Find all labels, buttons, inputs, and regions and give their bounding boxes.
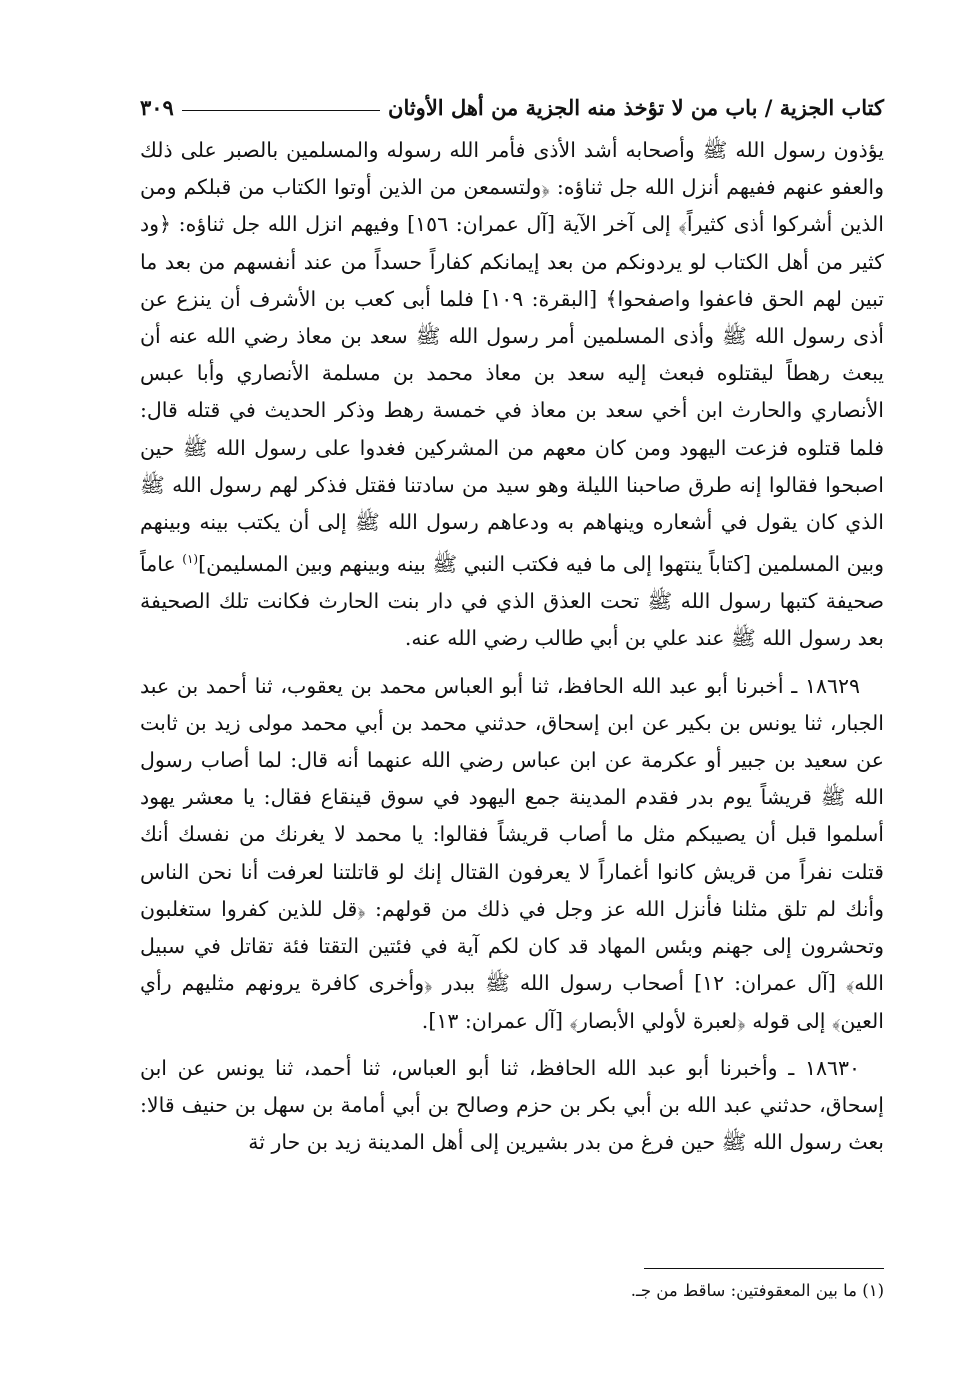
footnote: (١) ما بين المعقوفتين: ساقط من جـ. [630, 1281, 884, 1300]
footnote-ref[interactable]: (١) [182, 552, 199, 567]
page-number: ٣٠٩ [140, 95, 174, 120]
book-page [140, 80, 884, 1334]
header-rule [182, 110, 380, 111]
footnote-rule [644, 1268, 884, 1269]
hadith-18629: ١٨٦٢٩ ـ أخبرنا أبو عبد الله الحافظ، ثنا أبو العباس محمد بن يعقوب، ثنا أحمد بن عبد الجبار، ثنا يونس بن بكير عن ابن إسحاق، حدثني محمد بن أبي محمد مولى زيد بن ثابت عن سعيد بن جبير أو عكرمة عن ابن عباس رضي الله عنهما أنه قال: لما أصاب رسول الله ﷺ قريشاً يوم بدر فقدم المدينة جمع اليهود في سوق قينقاع فقال: يا معشر يهود أسلموا قبل أن يصيبكم مثل ما أصاب قريشاً فقالوا: يا محمد لا يغرنك من نفسك أنك قتلت نفراً من قريش كانوا أغماراً لا يعرفون القتال إنك لو قاتلتنا لعرفت أنا نحن الناس وأنك لم تلق مثلنا فأنزل الله عز وجل في ذلك من قولهم: ﴿قل للذين كفروا ستغلبون وتحشرون إلى جهنم وبئس المهاد قد كان لكم آية في فئتين التقتا فئة تقاتل في سبيل الله﴾ [آل عمران: ١٢] أصحاب رسول الله ﷺ ببدر ﴿وأخرى كافرة يرونهم مثليهم رأي العين﴾ إلى قوله ﴿لعبرة لأولي الأبصار﴾ [آل عمران: ١٣]. [140, 673, 885, 1033]
paragraph-1-text: يؤذون رسول الله ﷺ وأصحابه أشد الأذى فأمر الله رسوله والمسلمين بالصبر على ذلك والعفو عنهم ففيهم أنزل الله جل ثناؤه: ﴿ولتسمعن من الذين أوتوا الكتاب من قبلكم ومن الذين أشركوا أذى كثيراً﴾ إلى آخر الآية [آل عمران: ١٥٦] وفيهم انزل الله جل ثناؤه: ﴿ود كثير من أهل الكتاب لو يردونكم من بعد إيمانكم كفاراً حسداً من عند أنفسهم من بعد ما تبين لهم الحق فاعفوا واصفحوا﴾ [البقرة: ١٠٩] فلما أبى كعب بن الأشرف أن ينزع عن أذى رسول الله ﷺ وأذى المسلمين أمر رسول الله ﷺ سعد بن معاذ رضي الله عنه أن يبعث رهطاً ليقتلوه فبعث إليه سعد بن معاذ محمد بن مسلمة الأنصاري وأبا عبس الأنصاري والحارث ابن أخي سعد بن معاذ في خمسة رهط وذكر الحديث في قتله قال: فلما قتلوه فزعت اليهود ومن كان معهم من المشركين فغدوا على رسول الله ﷺ حين اصبحوا فقالوا إنه طرق صاحبنا الليلة وهو سيد من سادتنا فقتل فذكر لهم رسول الله ﷺ الذي كان يقول في أشعاره وينهاهم به ودعاهم رسول الله ﷺ إلى أن يكتب بينه وبينهم وبين المسلمين [كتاباً ينتهوا إلى ما فيه فكتب النبي ﷺ بينه وبينهم وبين المسليمن] [140, 138, 884, 577]
paragraph-1 [140, 132, 884, 658]
paragraph-1-end: عاماً صحيفة كتبها رسول الله ﷺ تحت العذق الذي في دار بنت الحارث فكانت تلك الصحيفة بعد رسول الله ﷺ عند علي بن أبي طالب رضي الله عنه. [140, 552, 884, 651]
hadith-18630: ١٨٦٣٠ ـ وأخبرنا أبو عبد الله الحافظ، ثنا أبو العباس، ثنا أحمد، ثنا يونس عن ابن إسحاق، حدثني عبد الله بن أبي بكر بن حزم وصالح بن أبي أمامة بن سهل بن حنيف قالا: بعث رسول الله ﷺ حين فرغ من بدر بشيرين إلى أهل المدينة زيد بن حار ثة [140, 1055, 884, 1155]
body-text [140, 132, 884, 1161]
chapter-title: كتاب الجزية / باب من لا تؤخذ منه الجزية من أهل الأوثان [388, 95, 884, 120]
running-header [140, 80, 884, 120]
